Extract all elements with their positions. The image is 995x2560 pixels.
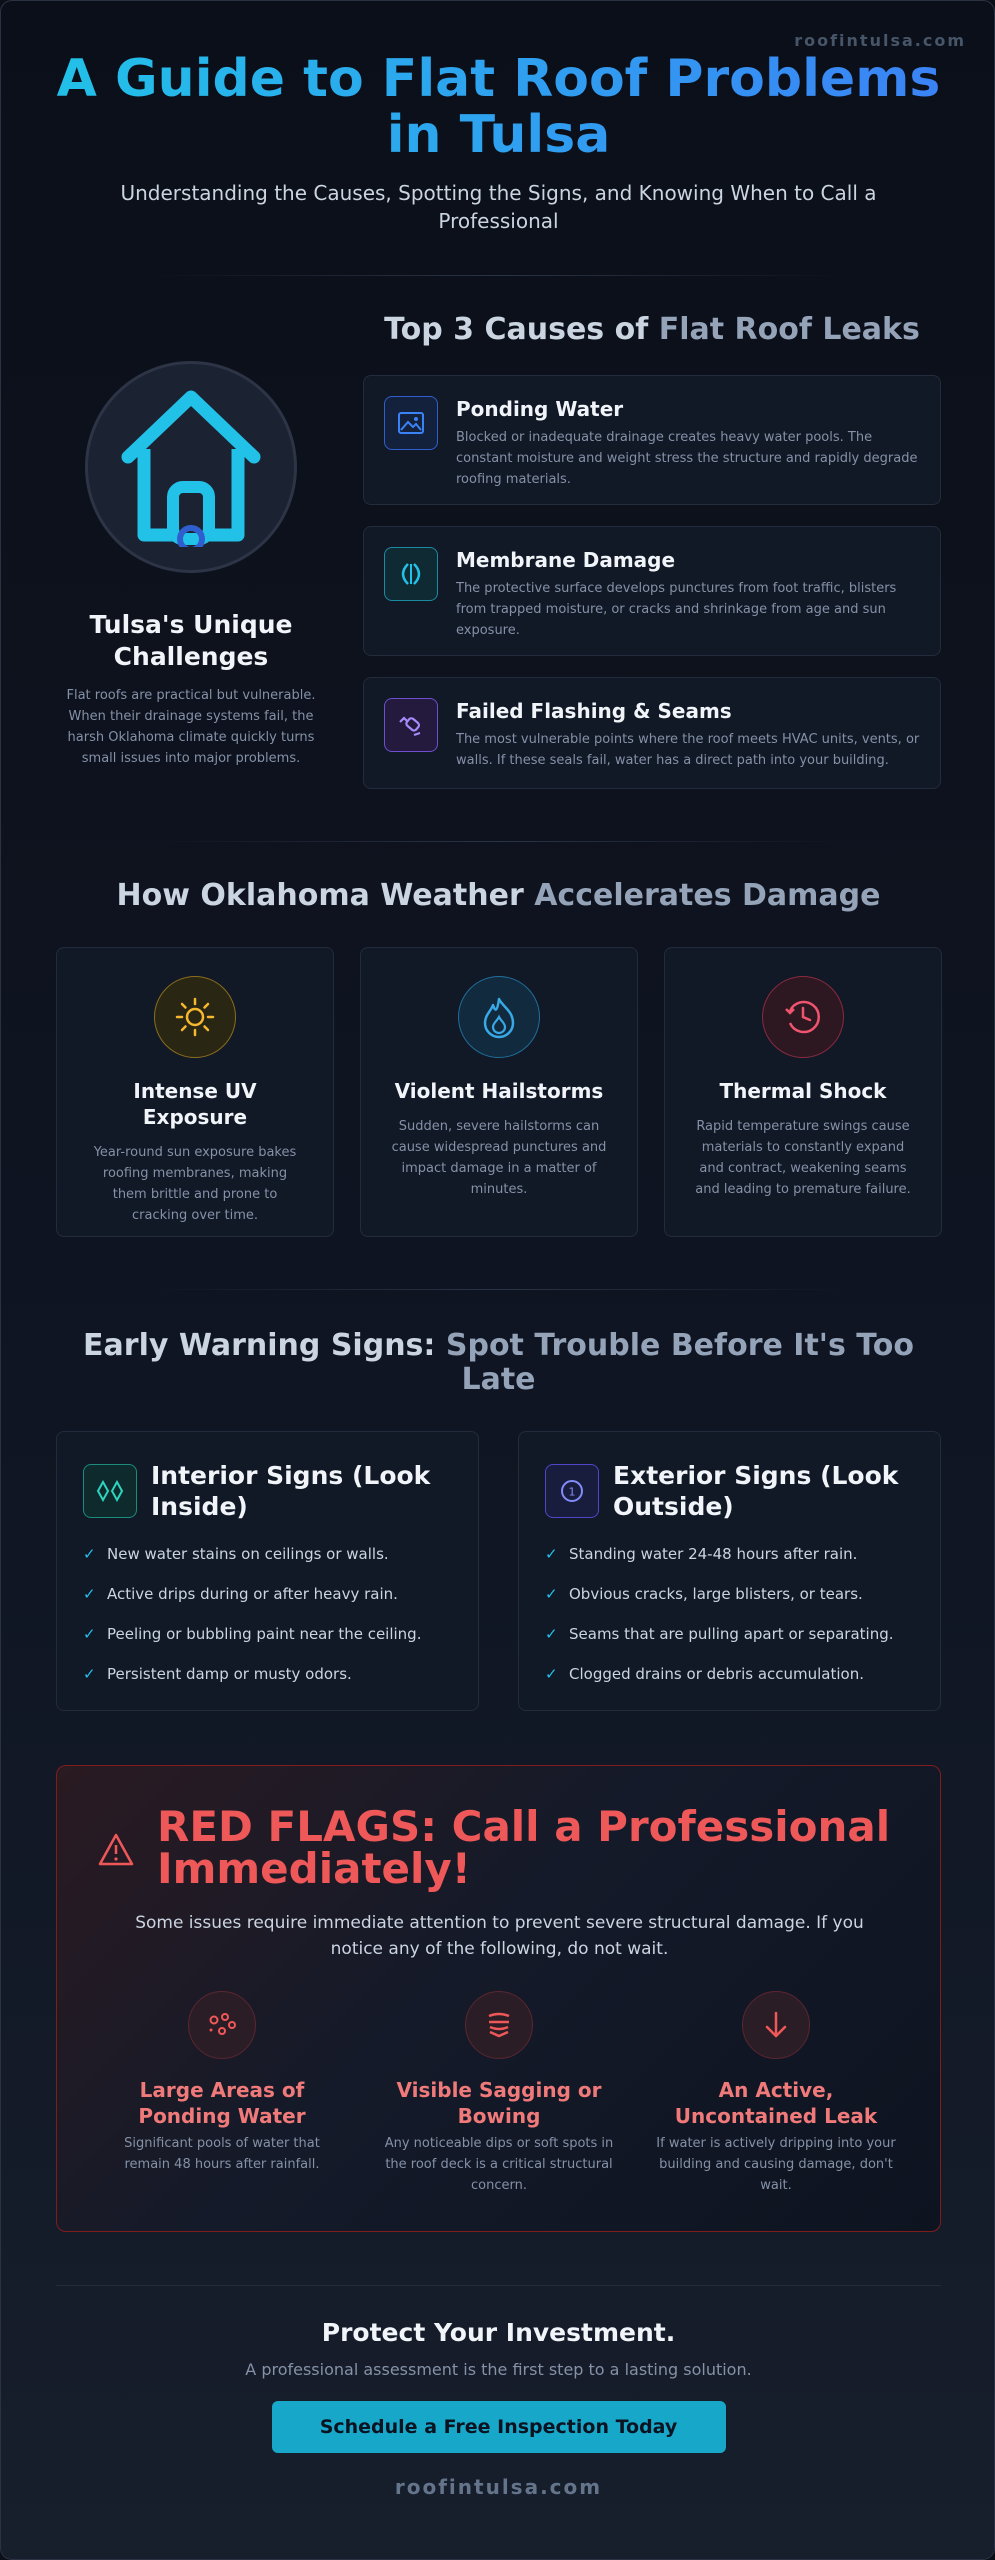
red-flag-text: If water is actively dripping into your building and causing damage, don't wait. bbox=[656, 2136, 896, 2193]
cause-text: Blocked or inadequate drainage creates heavy water pools. The constant moisture and weight stress the structure and rapidly degrade roofing materials. bbox=[456, 430, 918, 487]
cta-section bbox=[1, 2317, 995, 2499]
cause-text: The protective surface develops punctures from foot traffic, blisters from trapped moisture, or cracks and shrinkage from age and sun exposure. bbox=[456, 581, 897, 638]
schedule-inspection-button[interactable]: Schedule a Free Inspection Today bbox=[272, 2401, 726, 2453]
cause-title: Ponding Water bbox=[456, 397, 624, 421]
exterior-signs-card bbox=[518, 1431, 941, 1711]
warning-icon bbox=[97, 1806, 135, 1872]
exterior-signs-title: Exterior Signs (Look Outside) bbox=[613, 1461, 899, 1521]
cta-subtitle: A professional assessment is the first step to a lasting solution. bbox=[245, 2360, 752, 2379]
check-icon: ✓ bbox=[83, 1665, 96, 1683]
red-flag-title: An Active, Uncontained Leak bbox=[674, 2078, 878, 2128]
list-item: ✓ Peeling or bubbling paint near the ceiling. bbox=[83, 1622, 452, 1646]
clock-icon bbox=[762, 976, 844, 1058]
weather-title: Intense UV Exposure bbox=[133, 1079, 257, 1129]
house-icon bbox=[85, 361, 297, 573]
weather-title: Violent Hailstorms bbox=[394, 1079, 604, 1103]
sagging-icon bbox=[465, 1991, 533, 2059]
cause-title: Failed Flashing & Seams bbox=[456, 699, 732, 723]
list-item: ✓ New water stains on ceilings or walls. bbox=[83, 1542, 452, 1566]
weather-title: Thermal Shock bbox=[719, 1079, 887, 1103]
tulsa-challenges bbox=[51, 361, 331, 769]
site-url-top[interactable]: roofintulsa.com bbox=[794, 31, 966, 50]
weather-text: Sudden, severe hailstorms can cause widespread punctures and impact damage in a matter of minutes. bbox=[391, 1119, 607, 1197]
check-icon: ✓ bbox=[545, 1585, 558, 1603]
page-subtitle: Understanding the Causes, Spotting the Signs, and Knowing When to Call a Professional bbox=[120, 181, 877, 233]
weather-text: Rapid temperature swings cause materials to constantly expand and contract, weakening seams and leading to premature failure. bbox=[695, 1119, 911, 1197]
divider bbox=[151, 275, 846, 276]
check-icon: ✓ bbox=[545, 1545, 558, 1563]
drops-icon bbox=[83, 1464, 137, 1518]
seam-icon bbox=[384, 698, 438, 752]
red-flag-ponding bbox=[97, 1991, 347, 2175]
weather-card-hail bbox=[360, 947, 638, 1237]
red-flag-text: Significant pools of water that remain 48 hours after rainfall. bbox=[124, 2136, 320, 2172]
image-icon bbox=[384, 396, 438, 450]
list-item: ✓ Standing water 24-48 hours after rain. bbox=[545, 1542, 914, 1566]
hero bbox=[1, 51, 995, 235]
interior-signs-title: Interior Signs (Look Inside) bbox=[151, 1461, 431, 1521]
list-item: ✓ Obvious cracks, large blisters, or tears. bbox=[545, 1582, 914, 1606]
divider bbox=[56, 2285, 941, 2286]
check-icon: ✓ bbox=[83, 1625, 96, 1643]
causes-title: Top 3 Causes of Flat Roof Leaks bbox=[384, 312, 920, 347]
red-flag-title: Large Areas of Ponding Water bbox=[138, 2078, 306, 2128]
cta-title: Protect Your Investment. bbox=[321, 2318, 676, 2347]
red-flag-sagging bbox=[374, 1991, 624, 2196]
cause-title: Membrane Damage bbox=[456, 548, 676, 572]
weather-text: Year-round sun exposure bakes roofing membranes, making them brittle and prone to cracking over time. bbox=[93, 1145, 297, 1223]
check-icon: ✓ bbox=[545, 1625, 558, 1643]
site-url-footer[interactable]: roofintulsa.com bbox=[394, 2475, 603, 2499]
page-title: A Guide to Flat Roof Problems in Tulsa bbox=[49, 51, 949, 163]
svg-text:1: 1 bbox=[568, 1485, 576, 1499]
tulsa-text: Flat roofs are practical but vulnerable. When their drainage systems fail, the harsh Oklahoma climate quickly turns small issues into major problems. bbox=[66, 688, 316, 766]
red-flags-lead: Some issues require immediate attention to prevent severe structural damage. If you notice any of the following, do not wait. bbox=[135, 1913, 864, 1959]
red-flags-title: RED FLAGS: Call a Professional Immediately! bbox=[157, 1802, 891, 1893]
divider bbox=[151, 841, 846, 842]
check-icon: ✓ bbox=[83, 1585, 96, 1603]
weather-card-uv bbox=[56, 947, 334, 1237]
red-flags-panel bbox=[56, 1765, 941, 2232]
list-item: ✓ Seams that are pulling apart or separating. bbox=[545, 1622, 914, 1646]
sun-icon bbox=[154, 976, 236, 1058]
interior-signs-card bbox=[56, 1431, 479, 1711]
puddles-icon bbox=[188, 1991, 256, 2059]
cause-card-ponding bbox=[363, 375, 941, 505]
tulsa-title: Tulsa's Unique Challenges bbox=[89, 610, 293, 671]
divider bbox=[151, 1289, 846, 1290]
flame-icon bbox=[458, 976, 540, 1058]
check-icon: ✓ bbox=[545, 1665, 558, 1683]
red-flag-leak bbox=[651, 1991, 901, 2196]
check-icon: ✓ bbox=[83, 1545, 96, 1563]
list-item: ✓ Persistent damp or musty odors. bbox=[83, 1662, 452, 1686]
cause-text: The most vulnerable points where the roof meets HVAC units, vents, or walls. If these seals fail, water has a direct path into your building. bbox=[456, 732, 920, 768]
list-item: ✓ Active drips during or after heavy rain. bbox=[83, 1582, 452, 1606]
weather-title: How Oklahoma Weather Accelerates Damage bbox=[116, 878, 881, 913]
cause-card-membrane bbox=[363, 526, 941, 656]
layers-icon bbox=[384, 547, 438, 601]
list-item: ✓ Clogged drains or debris accumulation. bbox=[545, 1662, 914, 1686]
red-flag-text: Any noticeable dips or soft spots in the roof deck is a critical structural concern. bbox=[384, 2136, 614, 2193]
red-flag-title: Visible Sagging or Bowing bbox=[396, 2078, 602, 2128]
signs-title: Early Warning Signs: Spot Trouble Before It's Too Late bbox=[83, 1328, 914, 1397]
weather-card-thermal bbox=[664, 947, 942, 1237]
info-icon bbox=[545, 1464, 599, 1518]
arrow-down-icon bbox=[742, 1991, 810, 2059]
cause-card-flashing bbox=[363, 677, 941, 789]
